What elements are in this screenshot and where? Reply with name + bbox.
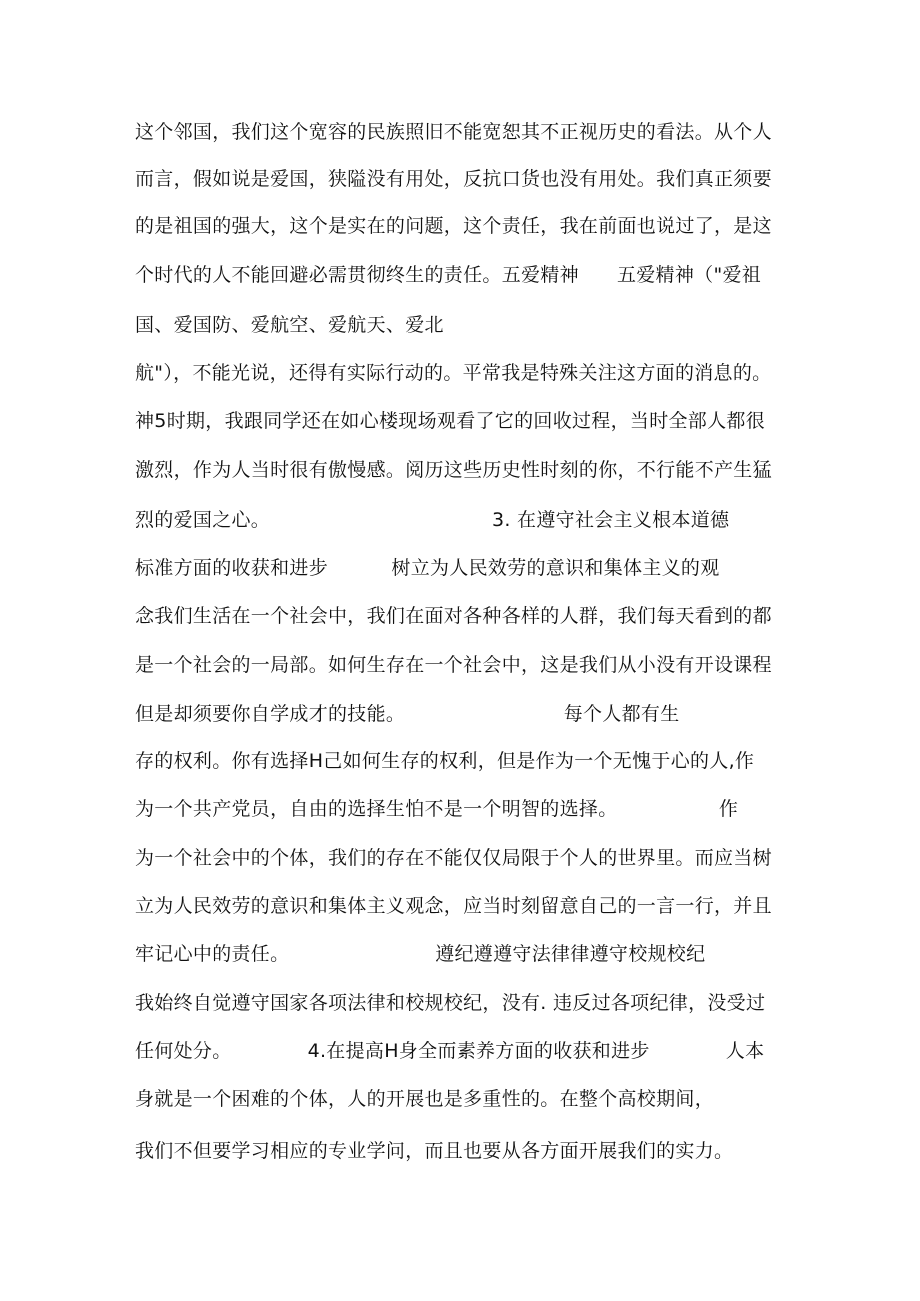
text-line: 但是却须要你自学成才的技能。 每个人都有生 (135, 703, 680, 725)
text-line: 存的权利。你有选择H己如何生存的权利，但是作为一个无愧于心的人,作 (135, 750, 755, 772)
text-line: 是一个社会的一局部。如何生存在一个社会中，这是我们从小没有开设课程 (135, 654, 772, 676)
text-line: 我始终自觉遵守国家各项法律和校规校纪，没有. 违反过各项纪律，没受过 (135, 992, 766, 1014)
text-line: 立为人民效劳的意识和集体主义观念，应当时刻留意自己的一言一行，并且 (135, 895, 772, 917)
text-line: 国、爱国防、爱航空、爱航天、爱北 (135, 314, 444, 336)
text-line: 任何处分。 4.在提高H身全而素养方面的收获和进步 人本 (135, 1040, 765, 1062)
text-line: 牢记心中的责任。 遵纪遵遵守法律律遵守校规校纪 (135, 943, 706, 965)
text-line: 身就是一个困难的个体，人的开展也是多重性的。在整个高校期间， (135, 1088, 715, 1110)
text-line: 烈的爱国之心。 3. 在遵守社会主义根本道德 (135, 509, 730, 531)
text-line: 为一个社会中的个体，我们的存在不能仅仅局限于个人的世界里。而应当树 (135, 847, 772, 869)
text-line: 的是祖国的强大，这个是实在的问题，这个责任，我在前面也说过了，是这 (135, 215, 772, 237)
text-line: 激烈，作为人当时很有傲慢感。阅历这些历史性时刻的你，不行能不产生猛 (135, 459, 772, 481)
text-line: 个时代的人不能回避必需贯彻终生的责任。五爱精神 五爱精神（"爱祖 (135, 264, 762, 286)
text-line: 神5时期，我跟同学还在如心楼现场观看了它的回收过程，当时全部人都很 (135, 410, 765, 432)
text-line: 这个邻国，我们这个宽容的民族照旧不能宽恕其不正视历史的看法。从个人 (135, 121, 772, 143)
text-line: 航"），不能光说，还得有实际行动的。平常我是特殊关注这方面的消息的。 (135, 362, 772, 384)
text-line: 为一个共产党员，自由的选择生怕不是一个明智的选择。 作 (135, 798, 739, 820)
text-line: 我们不但要学习相应的专业学问，而且也要从各方面开展我们的实力。 (135, 1140, 734, 1162)
text-line: 标准方面的收获和进步 树立为人民效劳的意识和集体主义的观 (135, 557, 720, 579)
text-line: 而言，假如说是爱国，狭隘没有用处，反抗口货也没有用处。我们真正须要 (135, 168, 772, 190)
text-line: 念我们生活在一个社会中，我们在面对各种各样的人群，我们每天看到的都 (135, 605, 772, 627)
